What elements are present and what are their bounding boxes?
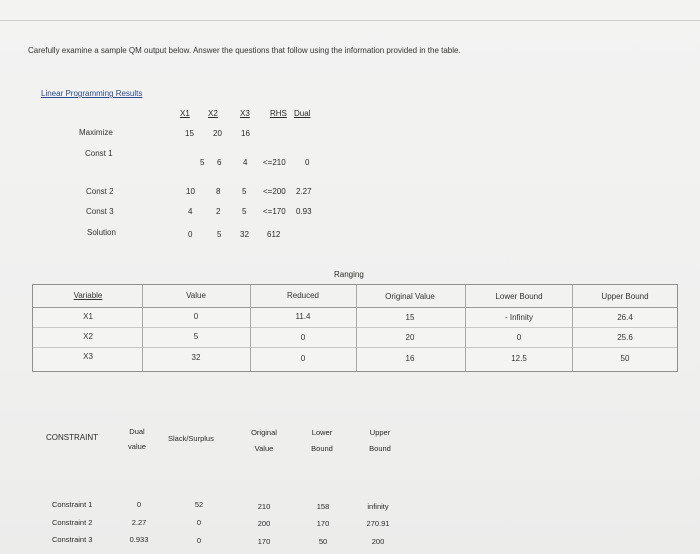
lp-cell: 0.93 [296, 207, 312, 216]
lp-header-x2: X2 [208, 109, 218, 118]
constraint-cell: 170 [316, 519, 330, 528]
lp-cell: 4 [243, 158, 248, 167]
constraint-cell: 0 [196, 536, 202, 545]
constraint-cell: 0.933 [129, 535, 149, 544]
lp-row-label: Const 2 [86, 187, 114, 196]
ranging-cell: X3 [83, 352, 93, 361]
column-divider [465, 285, 466, 371]
table-row [33, 347, 677, 367]
ranging-cell: 0 [193, 312, 199, 321]
constraint-cell: 2.27 [131, 518, 147, 527]
lp-row-label: Maximize [79, 128, 113, 137]
ranging-cell: 32 [191, 353, 201, 362]
lp-cell: 10 [186, 187, 195, 196]
ranging-cell: X1 [83, 312, 93, 321]
lp-cell: 6 [217, 158, 222, 167]
lp-row-label: Const 1 [85, 149, 113, 158]
lp-cell: 5 [242, 187, 247, 196]
original-header-line1: Original [251, 428, 277, 437]
constraint-header: CONSTRAINT [46, 433, 98, 442]
constraint-cell: 200 [257, 519, 271, 528]
dual-header-line2: value [128, 442, 146, 451]
lp-cell: 5 [200, 158, 205, 167]
lp-cell: 15 [185, 129, 194, 138]
lp-header-dual: Dual [294, 109, 311, 118]
lp-cell: <=200 [263, 187, 286, 196]
ranging-header-variable: Variable [73, 291, 103, 300]
ranging-header-lower-bound: Lower Bound [495, 292, 543, 301]
column-divider [142, 285, 143, 371]
constraint-cell: 0 [136, 500, 142, 509]
instruction-text: Carefully examine a sample QM output below. Answer the questions that follow using the information provided in the table. [28, 46, 461, 55]
constraint-row-label: Constraint 2 [52, 518, 93, 527]
slack-surplus-header: Slack/Surplus [168, 434, 214, 443]
ranging-cell: 50 [620, 354, 630, 363]
column-divider [356, 285, 357, 371]
lp-cell: 612 [267, 230, 281, 239]
ranging-cell: 25.6 [617, 333, 633, 342]
lp-header-rhs: RHS [270, 109, 287, 118]
ranging-cell: 0 [300, 333, 306, 342]
constraint-cell: 200 [371, 537, 385, 546]
upper-header-line2: Bound [369, 444, 391, 453]
page-divider [0, 20, 700, 21]
lp-header-x1: X1 [180, 109, 190, 118]
constraint-cell: 0 [196, 518, 202, 527]
ranging-title: Ranging [334, 270, 364, 279]
lp-cell: 16 [241, 129, 250, 138]
constraint-cell: 270.91 [366, 519, 390, 528]
lp-row-label: Const 3 [86, 207, 114, 216]
constraint-cell: infinity [367, 502, 389, 511]
lp-cell: 0 [305, 158, 310, 167]
ranging-header-value: Value [186, 291, 206, 300]
lp-cell: <=210 [263, 158, 286, 167]
ranging-cell: 20 [405, 333, 415, 342]
constraint-cell: 210 [257, 502, 271, 511]
lp-cell: 0 [188, 230, 193, 239]
constraint-cell: 158 [316, 502, 330, 511]
lp-cell: 2.27 [296, 187, 312, 196]
constraint-row-label: Constraint 1 [52, 500, 93, 509]
constraint-cell: 50 [318, 537, 328, 546]
ranging-cell: 0 [516, 333, 522, 342]
lp-cell: 32 [240, 230, 249, 239]
lp-cell: <=170 [263, 207, 286, 216]
ranging-cell: 15 [405, 313, 415, 322]
constraint-cell: 170 [257, 537, 271, 546]
lp-cell: 5 [242, 207, 247, 216]
ranging-table [32, 284, 678, 372]
ranging-header-reduced: Reduced [286, 291, 320, 300]
lp-results-title: Linear Programming Results [41, 89, 143, 98]
lp-cell: 8 [216, 187, 221, 196]
dual-header-line1: Dual [129, 427, 145, 436]
column-divider [572, 285, 573, 371]
ranging-cell: 26.4 [617, 313, 633, 322]
lower-header-line1: Lower [311, 428, 333, 437]
lp-cell: 5 [217, 230, 222, 239]
lp-cell: 4 [188, 207, 193, 216]
lp-row-label: Solution [87, 228, 116, 237]
original-header-line2: Value [254, 444, 274, 453]
constraint-cell: 52 [194, 500, 204, 509]
ranging-cell: 11.4 [295, 312, 311, 321]
ranging-cell: 12.5 [511, 354, 527, 363]
ranging-cell: 5 [193, 332, 199, 341]
lp-cell: 2 [216, 207, 221, 216]
ranging-cell: - Infinity [504, 313, 534, 322]
table-row [33, 307, 677, 328]
ranging-header-original-value: Original Value [385, 292, 435, 301]
lower-header-line2: Bound [311, 444, 333, 453]
lp-cell: 20 [213, 129, 222, 138]
upper-header-line1: Upper [369, 428, 391, 437]
constraint-row-label: Constraint 3 [52, 535, 93, 544]
lp-header-x3: X3 [240, 109, 250, 118]
ranging-cell: X2 [83, 332, 93, 341]
table-row [33, 327, 677, 348]
ranging-header-upper-bound: Upper Bound [601, 292, 649, 301]
ranging-cell: 16 [405, 354, 415, 363]
ranging-cell: 0 [300, 354, 306, 363]
column-divider [250, 285, 251, 371]
ranging-header-row [33, 285, 677, 308]
